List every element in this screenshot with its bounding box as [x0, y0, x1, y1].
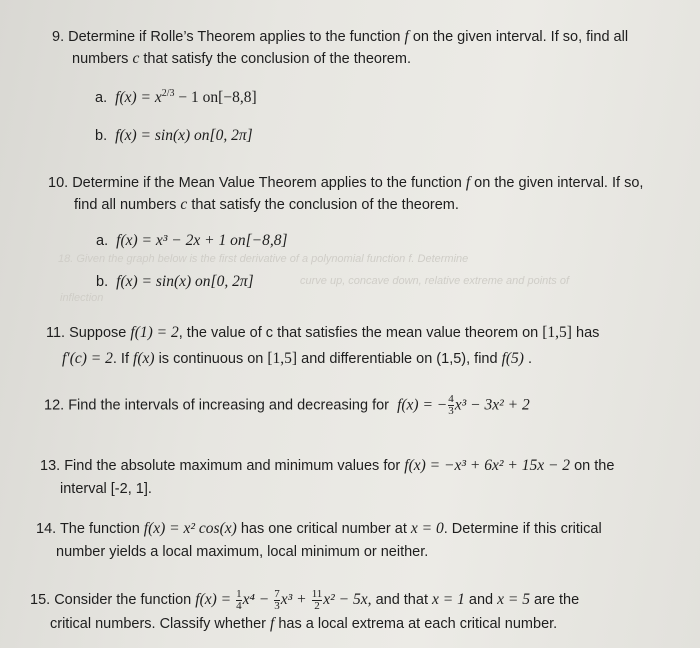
problem-text: .: [528, 351, 533, 367]
problem-text: Consider the function: [54, 592, 192, 608]
problem-9b: [95, 127, 253, 145]
problem-number: 13.: [40, 458, 61, 474]
math-fraction: [274, 589, 280, 612]
problem-10: [48, 172, 678, 216]
math-interval: [1,5]: [542, 324, 572, 341]
problem-text: , the value of c that satisfies the mean value theorem on: [178, 325, 539, 341]
math-expression: f(1) = 2: [130, 324, 179, 341]
problem-text: Determine if the Mean Value Theorem applies to the function: [72, 175, 462, 191]
math-expression: − 1 on[−8,8]: [174, 88, 257, 106]
math-expression: f′(c) = 2: [62, 350, 113, 367]
problem-9a: [95, 88, 257, 107]
math-fraction: [312, 589, 323, 612]
math-c: c: [132, 50, 140, 67]
problem-text: Find the absolute maximum and minimum values for: [64, 458, 401, 474]
math-expression: f(x) = x² cos(x): [143, 520, 237, 537]
math-expression: x³ − 3x² + 2: [454, 396, 530, 414]
problem-text: and that: [375, 592, 428, 608]
problem-9: [52, 26, 672, 70]
math-expression: f(x) = sin(x) on[0, 2π]: [116, 273, 254, 290]
problem-10b: [96, 273, 254, 291]
problem-text: on the given interval. If so, find all: [412, 29, 629, 45]
problem-15: [30, 588, 690, 636]
problem-text: on the given interval. If so,: [474, 175, 644, 191]
problem-number: 12.: [44, 397, 65, 414]
problem-number: 11.: [46, 325, 66, 341]
problem-text: has a local extrema at each critical number.: [278, 616, 558, 632]
problem-text: and: [468, 592, 494, 608]
math-expression: f(x) = x: [115, 88, 162, 106]
fraction-numerator: 4: [448, 393, 454, 405]
part-label: a.: [96, 233, 109, 249]
problem-number: 14.: [36, 521, 57, 537]
math-fraction: [448, 394, 454, 417]
bleed-through-line-2: curve up, concave down, relative extreme and points of: [300, 275, 570, 287]
problem-text: Suppose: [69, 325, 127, 341]
math-f: f: [404, 28, 409, 45]
math-expression: f(x) = sin(x) on[0, 2π]: [115, 127, 253, 144]
problem-text: number yields a local maximum, local minimum or neither.: [56, 544, 429, 560]
problem-text: critical numbers. Classify whether: [50, 616, 266, 632]
problem-text: find all numbers: [74, 197, 177, 213]
fraction-numerator: 1: [236, 587, 242, 600]
problem-text: Determine if Rolle’s Theorem applies to the function: [68, 29, 401, 45]
math-expression: f(5): [501, 350, 524, 367]
math-expression: x⁴ −: [242, 591, 270, 608]
fraction-numerator: 7: [274, 587, 280, 600]
problem-14: [36, 517, 676, 564]
part-label: b.: [95, 128, 108, 144]
math-expression: f(x) = x³ − 2x + 1 on[−8,8]: [116, 232, 288, 249]
problem-text: that satisfy the conclusion of the theorem.: [191, 197, 459, 213]
problem-13: [40, 454, 680, 501]
math-expression: f(x): [133, 350, 155, 367]
part-label: b.: [96, 274, 109, 290]
fraction-denominator: 2: [314, 599, 320, 612]
math-expression: f(x) = −: [397, 396, 448, 414]
problem-text: The function: [59, 521, 140, 537]
problem-number: 9.: [52, 29, 65, 45]
math-f: f: [270, 615, 275, 632]
math-f: f: [465, 174, 471, 191]
math-expression: x² − 5x,: [323, 591, 372, 608]
fraction-denominator: 3: [274, 599, 280, 612]
problem-text: interval [-2, 1].: [60, 481, 152, 497]
math-expression: x³ +: [280, 591, 307, 608]
problem-text: is continuous on: [158, 351, 264, 367]
problem-text: on the: [574, 458, 615, 474]
problem-text: are the: [534, 592, 580, 608]
part-label: a.: [95, 89, 108, 106]
math-expression: f(x) = −x³ + 6x² + 15x − 2: [404, 457, 571, 474]
bleed-through-line-1: 18. Given the graph below is the first derivative of a polynomial function f. Determine: [58, 253, 469, 265]
problem-text: . Determine if this critical: [443, 521, 602, 537]
math-expression: f(x) =: [195, 591, 232, 608]
problem-number: 15.: [30, 592, 51, 608]
problem-11: [46, 320, 676, 372]
problem-text: numbers: [72, 51, 129, 67]
math-expression: x = 0: [410, 520, 444, 537]
math-interval: [1,5]: [267, 350, 298, 367]
problem-text: and differentiable on (1,5), find: [301, 351, 498, 367]
fraction-denominator: 4: [236, 599, 242, 612]
problem-text: has one critical number at: [240, 521, 407, 537]
fraction-denominator: 3: [448, 405, 454, 417]
problem-12: [44, 394, 684, 417]
math-expression: x = 1: [432, 591, 465, 608]
math-expression: x = 5: [497, 591, 530, 608]
bleed-through-line-3: inflection: [60, 292, 104, 304]
problem-text: . If: [112, 351, 129, 367]
math-c: c: [180, 196, 188, 213]
problem-number: 10.: [48, 175, 69, 191]
math-exponent: 2/3: [161, 88, 175, 99]
problem-text: that satisfy the conclusion of the theorem.: [143, 51, 411, 67]
problem-text: has: [576, 325, 600, 341]
fraction-numerator: 11: [311, 587, 323, 600]
math-fraction: [236, 589, 242, 612]
problem-text: Find the intervals of increasing and decreasing for: [68, 397, 389, 414]
problem-10a: [96, 232, 287, 250]
